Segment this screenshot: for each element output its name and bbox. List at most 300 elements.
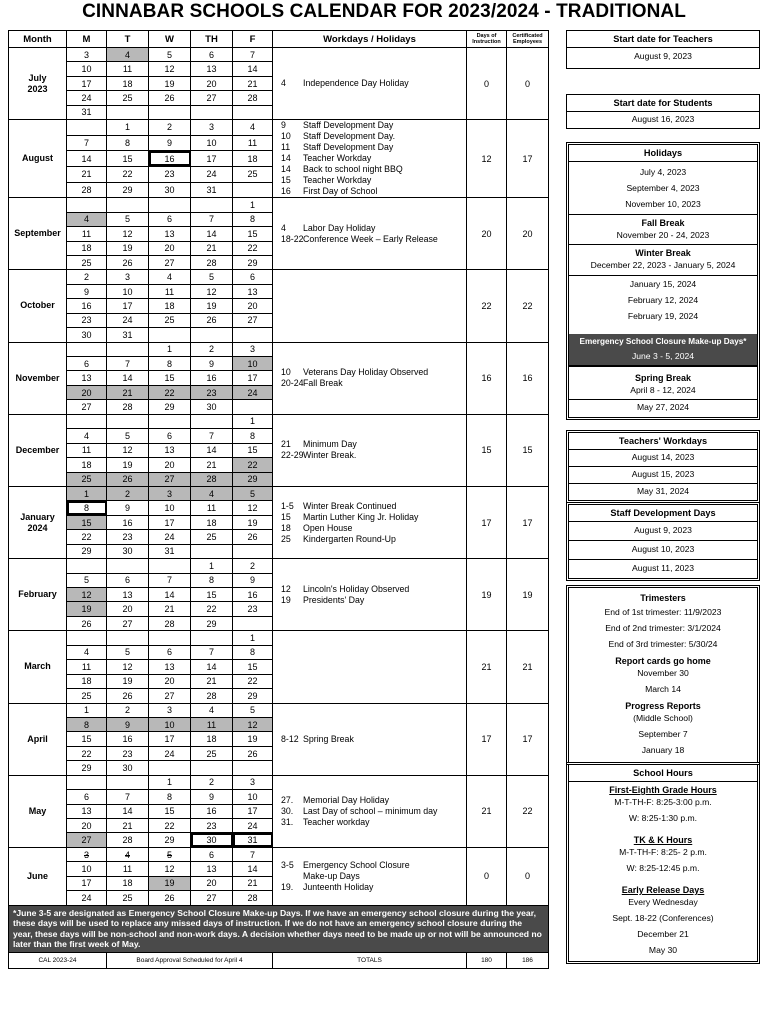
day-cell <box>107 804 149 818</box>
day-number: 13 <box>206 64 217 75</box>
day-number: 30 <box>81 329 92 340</box>
day-cell <box>67 645 107 659</box>
day-cell <box>233 717 273 731</box>
month-events <box>273 198 467 270</box>
day-cell <box>191 270 233 284</box>
day-cell <box>67 486 107 500</box>
table-row <box>9 775 549 789</box>
spring-break-title: Spring Break <box>569 365 757 383</box>
day-number: 8 <box>166 791 172 802</box>
day-cell <box>149 588 191 602</box>
day-number: 17 <box>122 300 133 311</box>
day-cell <box>67 371 107 385</box>
day-number: 26 <box>122 474 133 485</box>
event-text: Fall Break <box>303 378 343 389</box>
day-cell <box>233 472 273 486</box>
day-cell <box>191 299 233 313</box>
day-cell <box>191 703 233 717</box>
days-instruction-value: 22 <box>467 270 507 342</box>
month-name: June <box>9 847 67 905</box>
day-number: 25 <box>122 93 133 104</box>
day-number: 26 <box>206 315 217 326</box>
holiday-date: November 10, 2023 <box>625 199 701 209</box>
day-number: 28 <box>122 835 133 846</box>
day-number: 19 <box>81 604 92 615</box>
day-number: 12 <box>81 589 92 600</box>
event-text: Lincoln's Holiday Observed <box>303 583 410 594</box>
day-cell <box>107 166 149 182</box>
day-cell <box>149 284 191 298</box>
day-cell <box>191 689 233 703</box>
report-date: November 30 <box>637 668 689 678</box>
event-day: 30. <box>281 805 294 816</box>
day-cell <box>67 674 107 688</box>
certificated-value: 22 <box>507 775 549 847</box>
event-text: Staff Development Day. <box>303 131 396 142</box>
day-cell <box>67 105 107 119</box>
header-wednesday: W <box>149 31 191 48</box>
day-cell <box>191 544 233 558</box>
event-entry <box>281 439 462 450</box>
day-number: 3 <box>124 272 130 283</box>
day-cell <box>107 400 149 414</box>
day-cell <box>107 689 149 703</box>
day-number: 20 <box>206 78 217 89</box>
month-name: July 2023 <box>9 48 67 120</box>
fall-break-title: Fall Break <box>569 214 757 228</box>
day-cell <box>107 284 149 298</box>
day-cell <box>233 182 273 198</box>
header-thursday: TH <box>191 31 233 48</box>
day-cell <box>191 876 233 890</box>
day-cell <box>191 255 233 269</box>
day-number: 1 <box>249 416 255 427</box>
day-cell <box>67 241 107 255</box>
day-cell <box>67 847 107 861</box>
day-number: 7 <box>208 430 214 441</box>
month-name: September <box>9 198 67 270</box>
grade-hours-line: M-T-TH-F: 8:25-3:00 p.m. <box>614 797 712 807</box>
day-cell <box>233 703 273 717</box>
day-number: 18 <box>247 153 258 164</box>
day-cell <box>233 674 273 688</box>
page-title: CINNABAR SCHOOLS CALENDAR FOR 2023/2024 - TRADITIONAL <box>82 1 686 22</box>
day-cell <box>149 891 191 905</box>
event-day: 11 <box>281 142 291 153</box>
event-text: Back to school night BBQ <box>303 164 403 175</box>
day-number: 20 <box>81 387 92 398</box>
event-text: First Day of School <box>303 186 378 197</box>
day-number: 16 <box>164 153 175 164</box>
day-cell <box>191 328 233 342</box>
day-number: 22 <box>247 459 258 470</box>
day-number: 28 <box>206 257 217 268</box>
day-cell <box>67 472 107 486</box>
day-number: 29 <box>247 690 258 701</box>
day-cell <box>191 342 233 356</box>
day-cell <box>233 414 273 428</box>
day-cell <box>233 328 273 342</box>
day-cell <box>67 819 107 833</box>
day-number: 8 <box>249 647 255 658</box>
day-cell <box>67 631 107 645</box>
day-number: 7 <box>208 214 214 225</box>
month-name: February <box>9 559 67 631</box>
day-cell <box>149 400 191 414</box>
day-cell <box>107 761 149 775</box>
day-number: 6 <box>124 575 130 586</box>
event-text: Winter Break. <box>303 450 357 461</box>
day-cell <box>233 761 273 775</box>
day-number: 10 <box>122 286 133 297</box>
day-cell <box>107 674 149 688</box>
event-day: 4 <box>281 222 286 233</box>
event-entry <box>281 534 462 545</box>
day-number: 22 <box>122 169 133 180</box>
day-cell <box>107 876 149 890</box>
day-cell <box>67 761 107 775</box>
day-cell <box>67 62 107 76</box>
day-cell <box>233 530 273 544</box>
event-day: 15 <box>281 175 291 186</box>
event-entry <box>281 378 462 389</box>
day-cell <box>233 299 273 313</box>
event-day: 20-24 <box>281 378 304 389</box>
day-cell <box>107 227 149 241</box>
event-entry <box>281 450 462 461</box>
day-cell <box>67 284 107 298</box>
event-text: Teacher Workday <box>303 153 372 164</box>
workday-date: August 14, 2023 <box>631 452 695 462</box>
event-text: Winter Break Continued <box>303 500 397 511</box>
event-entry <box>281 175 462 186</box>
day-cell <box>191 313 233 327</box>
day-cell <box>67 501 107 515</box>
month-name: May <box>9 775 67 847</box>
day-cell <box>67 559 107 573</box>
day-number: 1 <box>83 488 89 499</box>
day-number: 25 <box>164 315 175 326</box>
report-date: March 14 <box>645 684 681 694</box>
day-cell <box>233 166 273 182</box>
day-number: 15 <box>81 517 92 528</box>
trimesters-box <box>566 585 760 765</box>
day-number: 21 <box>164 604 175 615</box>
day-cell <box>67 198 107 212</box>
event-entry <box>281 131 462 142</box>
day-cell <box>67 76 107 90</box>
holiday-date: July 4, 2023 <box>639 167 687 177</box>
day-cell <box>107 371 149 385</box>
month-name: October <box>9 270 67 342</box>
day-number: 24 <box>122 315 133 326</box>
day-number: 21 <box>206 676 217 687</box>
day-cell <box>107 62 149 76</box>
day-cell <box>191 862 233 876</box>
day-number: 28 <box>247 93 258 104</box>
day-cell <box>191 371 233 385</box>
event-day: 4 <box>281 78 286 89</box>
day-number: 9 <box>124 503 130 514</box>
day-cell <box>149 790 191 804</box>
teachers-start-title: Start date for Teachers <box>567 31 759 48</box>
day-cell <box>233 645 273 659</box>
event-entry <box>281 584 462 595</box>
day-cell <box>107 559 149 573</box>
header-days-instruction: Days of Instruction <box>467 31 507 48</box>
day-cell <box>107 602 149 616</box>
progress-title: Progress Reports <box>625 701 701 711</box>
event-day: 21 <box>281 439 291 450</box>
day-cell <box>233 135 273 151</box>
day-cell <box>191 833 233 847</box>
day-cell <box>107 212 149 226</box>
day-number: 21 <box>247 78 258 89</box>
day-cell <box>149 299 191 313</box>
day-cell <box>149 544 191 558</box>
day-cell <box>149 501 191 515</box>
day-number: 18 <box>164 300 175 311</box>
day-number: 2 <box>208 344 214 355</box>
day-cell <box>107 717 149 731</box>
day-cell <box>233 631 273 645</box>
certificated-value: 19 <box>507 559 549 631</box>
day-number: 7 <box>166 575 172 586</box>
day-cell <box>233 660 273 674</box>
day-cell <box>191 674 233 688</box>
day-cell <box>191 486 233 500</box>
day-cell <box>67 689 107 703</box>
day-number: 19 <box>247 734 258 745</box>
event-entry <box>281 734 462 745</box>
day-number: 23 <box>164 169 175 180</box>
day-cell <box>191 588 233 602</box>
day-cell <box>149 573 191 587</box>
day-cell <box>107 544 149 558</box>
day-number: 11 <box>164 286 175 297</box>
event-entry <box>281 78 462 89</box>
day-number: 24 <box>206 169 217 180</box>
event-entry <box>281 223 462 234</box>
event-day: 10 <box>281 131 291 142</box>
day-number: 3 <box>166 488 172 499</box>
day-number: 25 <box>81 474 92 485</box>
month-name: November <box>9 342 67 414</box>
event-day: 27. <box>281 794 294 805</box>
day-number: 18 <box>206 734 217 745</box>
day-number: 5 <box>249 705 255 716</box>
trimester-line: End of 1st trimester: 11/9/2023 <box>604 607 722 617</box>
event-text: Spring Break <box>303 733 354 744</box>
day-cell <box>149 472 191 486</box>
day-number: 29 <box>164 835 175 846</box>
days-instruction-value: 0 <box>467 48 507 120</box>
day-number: 24 <box>247 820 258 831</box>
day-cell <box>149 761 191 775</box>
day-number: 14 <box>206 228 217 239</box>
day-cell <box>233 573 273 587</box>
event-day: 8-12 <box>281 733 299 744</box>
day-number: 6 <box>166 214 172 225</box>
day-cell <box>191 212 233 226</box>
day-number: 17 <box>164 734 175 745</box>
students-start-date: August 16, 2023 <box>631 114 695 124</box>
early-release-line: Every Wednesday <box>628 897 698 907</box>
day-cell <box>191 151 233 167</box>
day-cell <box>191 761 233 775</box>
day-number: 21 <box>247 878 258 889</box>
day-number: 19 <box>206 300 217 311</box>
day-number: 12 <box>247 719 258 730</box>
day-number: 7 <box>249 49 255 60</box>
day-cell <box>233 891 273 905</box>
day-cell <box>233 76 273 90</box>
day-number: 13 <box>164 661 175 672</box>
table-row <box>9 703 549 717</box>
day-cell <box>149 212 191 226</box>
day-number: 4 <box>249 122 255 133</box>
day-cell <box>67 270 107 284</box>
day-cell <box>233 790 273 804</box>
day-number: 17 <box>247 806 258 817</box>
certificated-value: 17 <box>507 120 549 198</box>
emergency-makeup-title: Emergency School Closure Make-up Days* <box>569 334 757 349</box>
month-name: March <box>9 631 67 703</box>
closure-note: *June 3-5 are designated as Emergency School Closure Make-up Days. If we have an emergency school closure during the year, these days will be used to replace any missed days of instruction. If we do not have an emergency school closure during the year, these days will be non-school and non-work days. A decision whether days need to be made up or not will be announced no later than the first week of May. <box>9 905 549 952</box>
day-cell <box>191 559 233 573</box>
event-day: 18 <box>281 522 291 533</box>
day-cell <box>191 732 233 746</box>
board-approval: Board Approval Scheduled for April 4 <box>107 952 273 968</box>
day-cell <box>191 91 233 105</box>
day-cell <box>107 458 149 472</box>
day-cell <box>191 819 233 833</box>
day-number: 25 <box>81 257 92 268</box>
day-cell <box>149 227 191 241</box>
table-row <box>9 120 549 136</box>
day-number: 2 <box>166 122 172 133</box>
day-cell <box>149 775 191 789</box>
day-number: 2 <box>208 777 214 788</box>
month-events <box>273 775 467 847</box>
day-number: 14 <box>206 445 217 456</box>
day-number: 24 <box>164 531 175 542</box>
event-entry <box>281 367 462 378</box>
day-number: 8 <box>208 575 214 586</box>
day-cell <box>149 819 191 833</box>
day-cell <box>191 62 233 76</box>
day-number: 6 <box>249 272 255 283</box>
day-cell <box>191 400 233 414</box>
month-name: August <box>9 120 67 198</box>
day-cell <box>191 717 233 731</box>
event-entry <box>281 817 462 828</box>
day-cell <box>67 717 107 731</box>
day-number: 3 <box>83 49 89 60</box>
day-number: 15 <box>164 806 175 817</box>
day-cell <box>233 313 273 327</box>
day-cell <box>233 357 273 371</box>
day-cell <box>149 357 191 371</box>
day-cell <box>233 385 273 399</box>
grade-hours-line: W: 8:25-1:30 p.m. <box>628 813 698 823</box>
day-number: 25 <box>122 892 133 903</box>
day-cell <box>107 616 149 630</box>
day-cell <box>107 255 149 269</box>
event-text: Independence Day Holiday <box>303 78 409 89</box>
day-number: 21 <box>206 459 217 470</box>
day-number: 4 <box>208 705 214 716</box>
day-number: 8 <box>249 430 255 441</box>
event-entry <box>281 234 462 245</box>
totals-label: TOTALS <box>273 952 467 968</box>
day-cell <box>233 241 273 255</box>
month-events <box>273 48 467 120</box>
day-number: 31 <box>81 107 92 118</box>
day-number: 28 <box>206 474 217 485</box>
day-number: 5 <box>124 214 130 225</box>
day-number: 23 <box>122 748 133 759</box>
day-number: 3 <box>249 344 255 355</box>
day-number: 29 <box>81 546 92 557</box>
day-cell <box>149 660 191 674</box>
day-number: 27 <box>81 835 92 846</box>
progress-date: September 7 <box>638 729 688 739</box>
day-cell <box>149 862 191 876</box>
day-cell <box>107 645 149 659</box>
holiday-date: January 15, 2024 <box>569 275 757 293</box>
event-entry <box>281 501 462 512</box>
day-cell <box>107 775 149 789</box>
day-cell <box>233 616 273 630</box>
certificated-value: 17 <box>507 486 549 558</box>
day-cell <box>67 342 107 356</box>
day-number: 18 <box>81 243 92 254</box>
certificated-value: 0 <box>507 847 549 905</box>
day-number: 5 <box>124 647 130 658</box>
day-number: 17 <box>247 373 258 384</box>
day-number: 31 <box>122 329 133 340</box>
day-number: 13 <box>247 286 258 297</box>
event-day: 31. <box>281 816 294 827</box>
day-cell <box>191 775 233 789</box>
day-cell <box>149 833 191 847</box>
day-cell <box>67 660 107 674</box>
day-cell <box>191 76 233 90</box>
day-cell <box>107 472 149 486</box>
day-number: 10 <box>164 719 175 730</box>
day-number: 7 <box>83 138 89 149</box>
day-number: 11 <box>206 719 217 730</box>
day-number: 4 <box>124 849 130 860</box>
day-cell <box>149 804 191 818</box>
day-cell <box>107 241 149 255</box>
workday-date: May 31, 2024 <box>569 483 757 500</box>
day-number: 2 <box>83 272 89 283</box>
day-cell <box>67 182 107 198</box>
day-cell <box>149 151 191 167</box>
day-number: 27 <box>247 315 258 326</box>
event-day: 19 <box>281 594 291 605</box>
day-cell <box>149 385 191 399</box>
day-number: 21 <box>122 820 133 831</box>
day-number: 13 <box>122 589 133 600</box>
day-number: 16 <box>122 517 133 528</box>
day-cell <box>67 616 107 630</box>
day-cell <box>191 182 233 198</box>
day-cell <box>107 270 149 284</box>
day-cell <box>191 530 233 544</box>
